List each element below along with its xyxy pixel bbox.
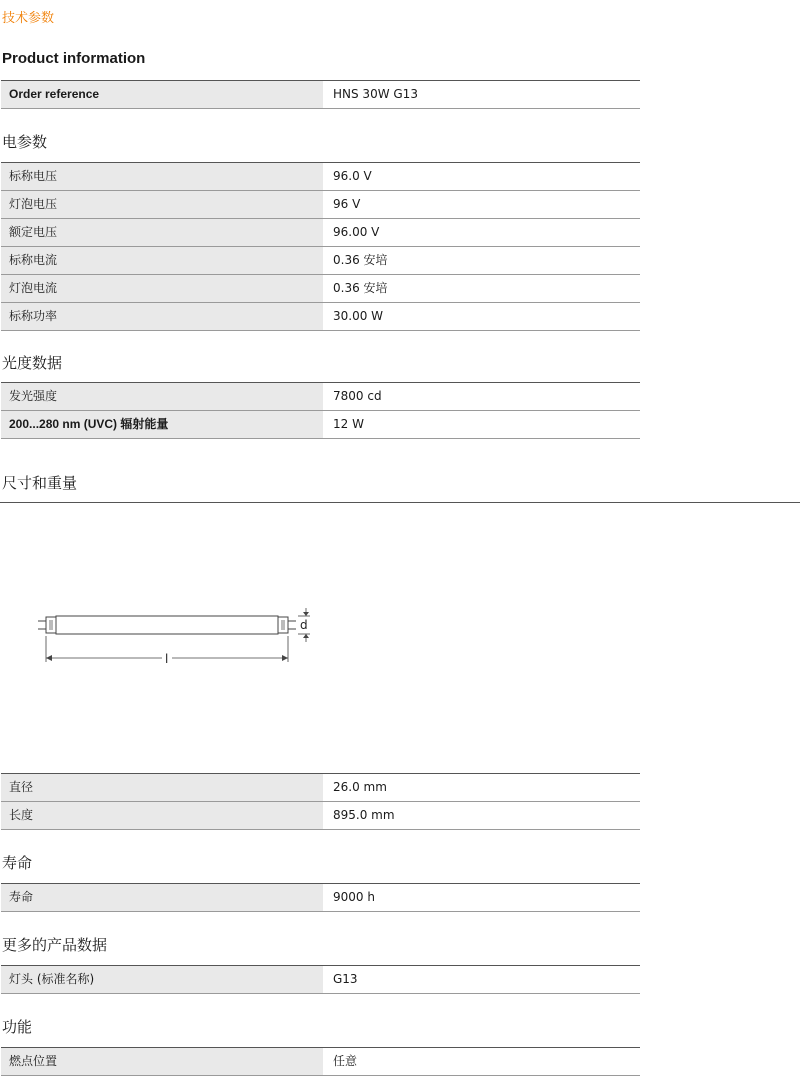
more-table bbox=[1, 965, 640, 994]
spec-value: 9000 h bbox=[323, 884, 640, 911]
table-row bbox=[1, 884, 640, 912]
length-arrow-left bbox=[46, 655, 52, 661]
dimensions-table bbox=[1, 773, 640, 830]
table-row bbox=[1, 191, 640, 219]
diameter-label: d bbox=[300, 618, 308, 632]
table-row bbox=[1, 163, 640, 191]
section-title-electrical: 电参数 bbox=[2, 133, 48, 151]
spec-value: 0.36 安培 bbox=[323, 275, 640, 302]
diameter-arrow-bottom bbox=[303, 634, 309, 638]
table-row bbox=[1, 802, 640, 830]
lamp-tube bbox=[56, 616, 278, 634]
spec-label: 发光强度 bbox=[1, 383, 323, 410]
section-title-function: 功能 bbox=[2, 1018, 33, 1036]
section-title-more: 更多的产品数据 bbox=[2, 936, 108, 954]
table-row bbox=[1, 411, 640, 439]
spec-value: 895.0 mm bbox=[323, 802, 640, 829]
product-table bbox=[1, 80, 640, 109]
spec-value: 0.36 安培 bbox=[323, 247, 640, 274]
table-row bbox=[1, 383, 640, 411]
spec-value: 96 V bbox=[323, 191, 640, 218]
length-arrow-right bbox=[282, 655, 288, 661]
table-row bbox=[1, 81, 640, 109]
lamp-cap-detail bbox=[49, 620, 53, 630]
spec-label: 200...280 nm (UVC) 辐射能量 bbox=[1, 411, 323, 438]
section-rule bbox=[0, 502, 800, 503]
section-title-dimensions: 尺寸和重量 bbox=[2, 474, 78, 492]
table-row bbox=[1, 774, 640, 802]
length-label: l bbox=[165, 652, 169, 666]
spec-label: 标称电压 bbox=[1, 163, 323, 190]
spec-label: 标称功率 bbox=[1, 303, 323, 330]
table-row bbox=[1, 219, 640, 247]
section-title-photometric: 光度数据 bbox=[2, 354, 63, 372]
spec-label: 寿命 bbox=[1, 884, 323, 911]
table-row bbox=[1, 966, 640, 994]
lifespan-table bbox=[1, 883, 640, 912]
diameter-arrow-top bbox=[303, 612, 309, 616]
spec-value: 7800 cd bbox=[323, 383, 640, 410]
lamp-diagram bbox=[30, 600, 320, 674]
electrical-table bbox=[1, 162, 640, 331]
spec-value: 96.0 V bbox=[323, 163, 640, 190]
table-row bbox=[1, 247, 640, 275]
page-heading: 技术参数 bbox=[2, 11, 55, 26]
spec-value: 任意 bbox=[323, 1048, 640, 1075]
lamp-dimension-drawing bbox=[30, 600, 320, 670]
spec-value: 26.0 mm bbox=[323, 774, 640, 801]
section-title-product: Product information bbox=[2, 50, 146, 67]
spec-value: HNS 30W G13 bbox=[323, 81, 640, 108]
spec-label: 直径 bbox=[1, 774, 323, 801]
function-table bbox=[1, 1047, 640, 1076]
spec-label: Order reference bbox=[1, 81, 323, 108]
spec-label: 灯头 (标准名称) bbox=[1, 966, 323, 993]
table-row bbox=[1, 275, 640, 303]
table-row bbox=[1, 1048, 640, 1076]
table-row bbox=[1, 303, 640, 331]
spec-value: 30.00 W bbox=[323, 303, 640, 330]
spec-label: 额定电压 bbox=[1, 219, 323, 246]
photometric-table bbox=[1, 382, 640, 439]
spec-label: 灯泡电压 bbox=[1, 191, 323, 218]
section-title-lifespan: 寿命 bbox=[2, 854, 33, 872]
spec-label: 长度 bbox=[1, 802, 323, 829]
lamp-cap-detail bbox=[281, 620, 285, 630]
spec-label: 标称电流 bbox=[1, 247, 323, 274]
spec-label: 燃点位置 bbox=[1, 1048, 323, 1075]
spec-value: 12 W bbox=[323, 411, 640, 438]
spec-label: 灯泡电流 bbox=[1, 275, 323, 302]
spec-value: G13 bbox=[323, 966, 640, 993]
spec-value: 96.00 V bbox=[323, 219, 640, 246]
